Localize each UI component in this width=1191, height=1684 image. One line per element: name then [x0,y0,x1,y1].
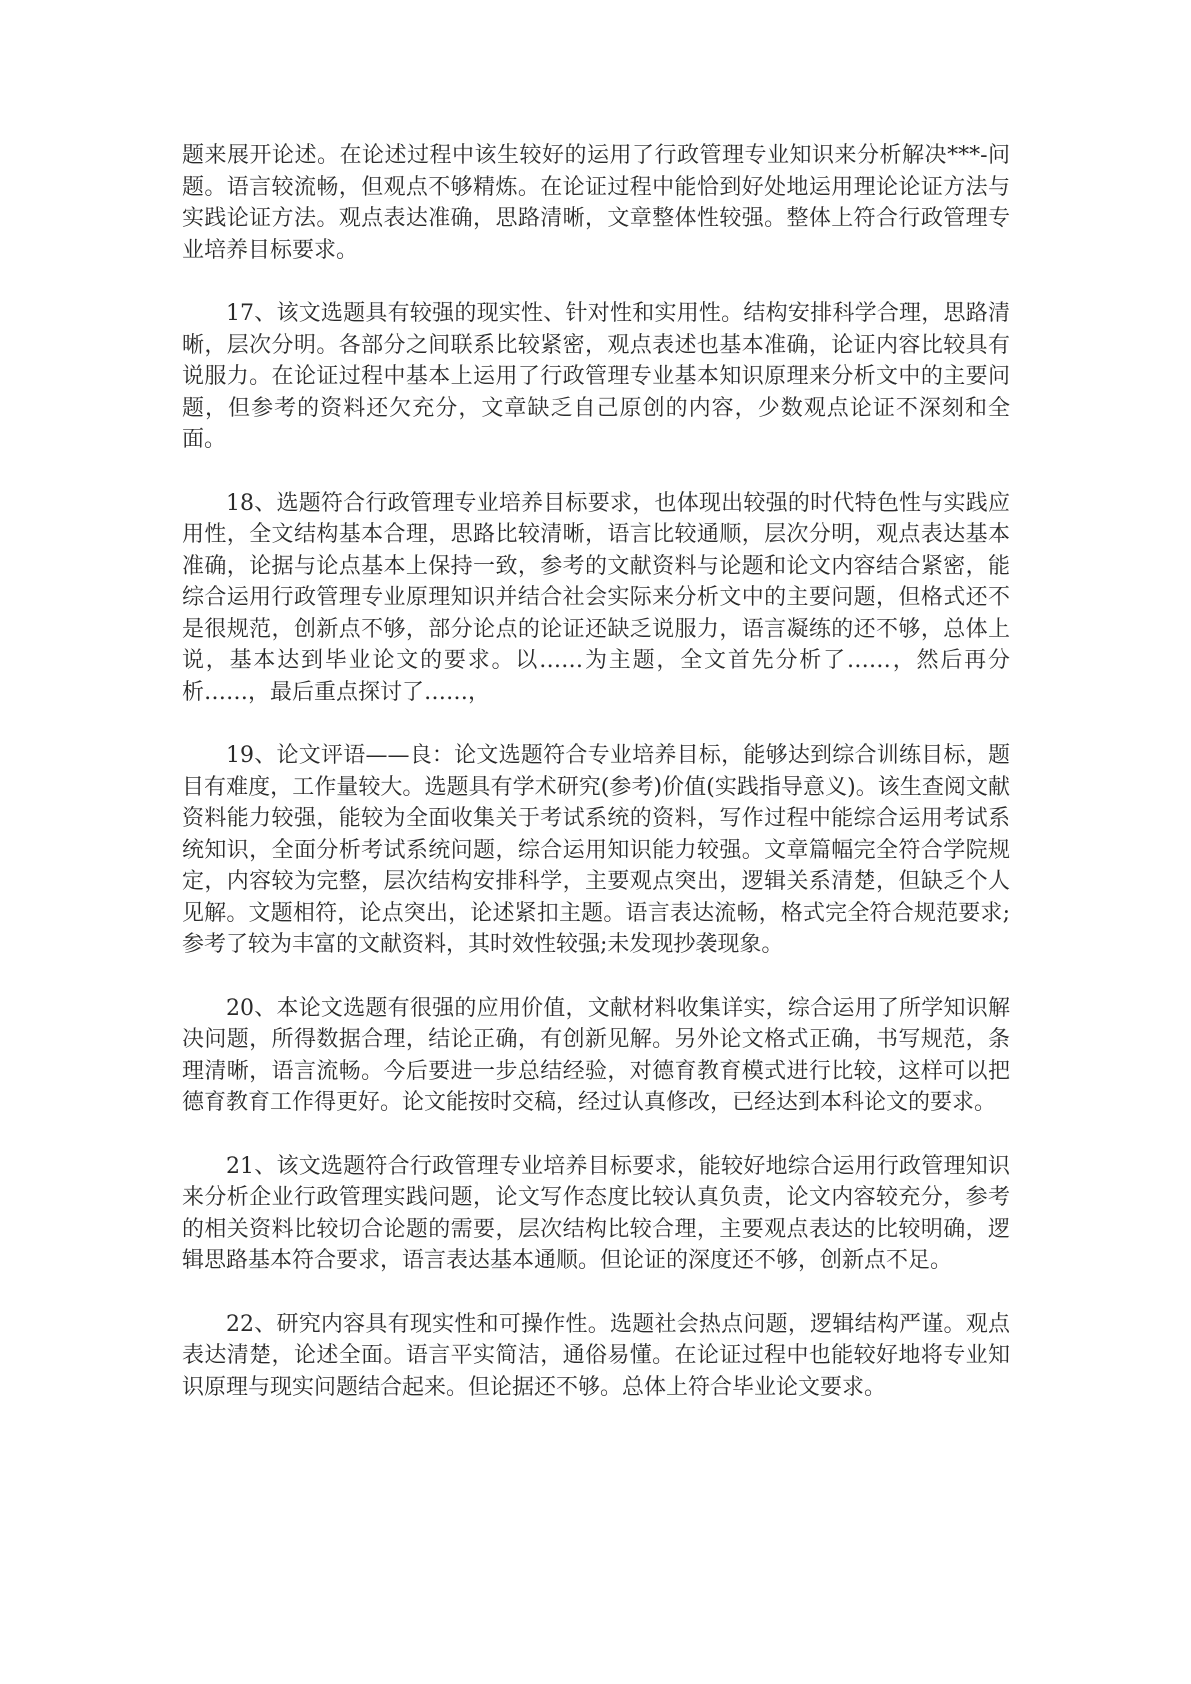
paragraph-21: 21、该文选题符合行政管理专业培养目标要求，能较好地综合运用行政管理知识来分析企业行政管理实践问题，论文写作态度比较认真负责，论文内容较充分，参考的相关资料比较切合论题的需要，层次结构比较合理，主要观点表达的比较明确，逻辑思路基本符合要求，语言表达基本通顺。但论证的深度还不够，创新点不足。 [182,1153,1010,1273]
paragraph-17: 17、该文选题具有较强的现实性、针对性和实用性。结构安排科学合理，思路清晰，层次分明。各部分之间联系比较紧密，观点表述也基本准确，论证内容比较具有说服力。在论证过程中基本上运用了行政管理专业基本知识原理来分析文中的主要问题，但参考的资料还欠充分，文章缺乏自己原创的内容，少数观点论证不深刻和全面。 [182,301,1010,452]
paragraph-continuation: 题来展开论述。在论述过程中该生较好的运用了行政管理专业知识来分析解决***-问题。语言较流畅，但观点不够精炼。在论证过程中能恰到好处地运用理论论证方法与实践论证方法。观点表达准确，思路清晰，文章整体性较强。整体上符合行政管理专业培养目标要求。 [182,143,1010,263]
document-body [182,140,1010,1435]
paragraph-19: 19、论文评语——良：论文选题符合专业培养目标，能够达到综合训练目标，题目有难度，工作量较大。选题具有学术研究(参考)价值(实践指导意义)。该生查阅文献资料能力较强，能较为全面收集关于考试系统的资料，写作过程中能综合运用考试系统知识，全面分析考试系统问题，综合运用知识能力较强。文章篇幅完全符合学院规定，内容较为完整，层次结构安排科学，主要观点突出，逻辑关系清楚，但缺乏个人见解。文题相符，论点突出，论述紧扣主题。语言表达流畅，格式完全符合规范要求;参考了较为丰富的文献资料，其时效性较强;未发现抄袭现象。 [182,743,1010,957]
paragraph-22: 22、研究内容具有现实性和可操作性。选题社会热点问题，逻辑结构严谨。观点表达清楚，论述全面。语言平实简洁，通俗易懂。在论证过程中也能较好地将专业知识原理与现实问题结合起来。但论据还不够。总体上符合毕业论文要求。 [182,1311,1010,1400]
paragraph-20: 20、本论文选题有很强的应用价值，文献材料收集详实，综合运用了所学知识解决问题，所得数据合理，结论正确，有创新见解。另外论文格式正确，书写规范，条理清晰，语言流畅。今后要进一步总结经验，对德育教育模式进行比较，这样可以把德育教育工作得更好。论文能按时交稿，经过认真修改，已经达到本科论文的要求。 [182,995,1010,1115]
paragraph-18: 18、选题符合行政管理专业培养目标要求，也体现出较强的时代特色性与实践应用性，全文结构基本合理，思路比较清晰，语言比较通顺，层次分明，观点表达基本准确，论据与论点基本上保持一致，参考的文献资料与论题和论文内容结合紧密，能综合运用行政管理专业原理知识并结合社会实际来分析文中的主要问题，但格式还不是很规范，创新点不够，部分论点的论证还缺乏说服力，语言凝练的还不够，总体上说，基本达到毕业论文的要求。以……为主题，全文首先分析了……，然后再分析……，最后重点探讨了……， [182,490,1010,705]
